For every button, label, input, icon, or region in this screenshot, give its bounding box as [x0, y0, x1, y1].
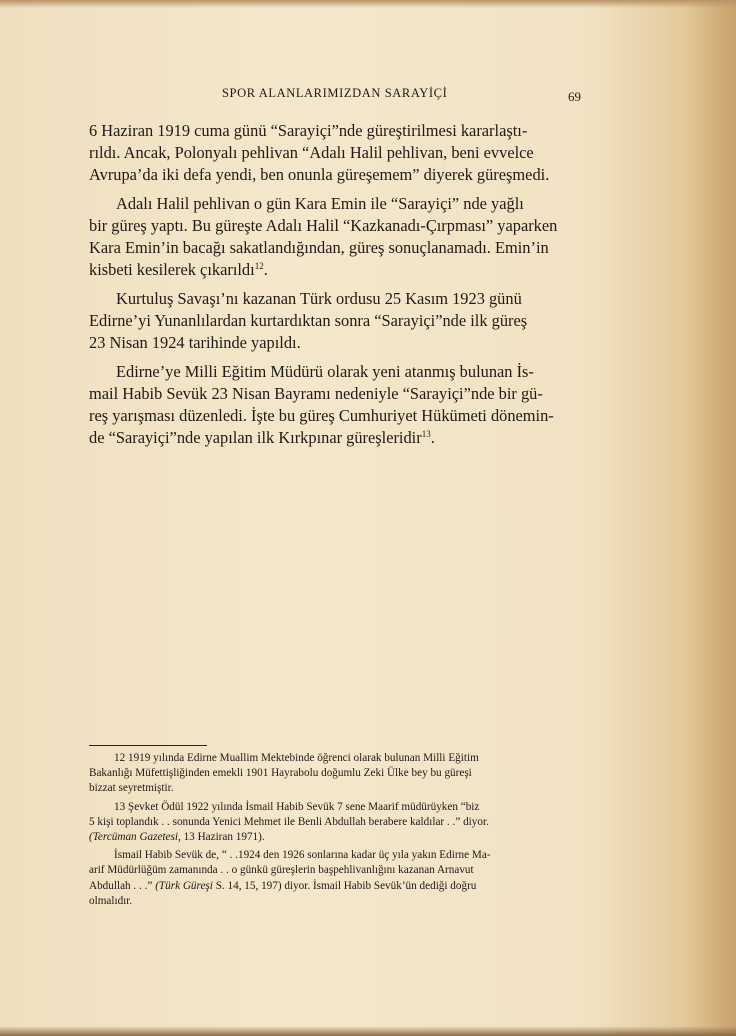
running-head: SPOR ALANLARIMIZDAN SARAYİÇİ [222, 86, 448, 100]
footnote-ref-13: 13 [421, 429, 431, 439]
footnote-divider [89, 745, 207, 746]
footnote-line: 12 1919 yılında Edirne Muallim Mektebinde öğrenci olarak bulunan Milli Eğitim [114, 752, 479, 764]
body-text [89, 120, 591, 456]
source-title: (Türk Güreşi [155, 879, 213, 892]
text-line [89, 259, 591, 281]
footnote-line: 5 kişi toplandık . . sonunda Yenici Mehmet ile Benli Abdullah berabere kaldılar . .” diyor. [89, 815, 489, 828]
text-line: rıldı. Ancak, Polonyalı pehlivan “Adalı Halil pehlivan, beni evvelce [89, 143, 534, 162]
text-line: reş yarışması düzenledi. İşte bu güreş Cumhuriyet Hükümeti dönemin- [89, 406, 554, 425]
footnote-line [89, 830, 589, 845]
text-fragment: . [263, 260, 268, 279]
paragraph-3 [89, 288, 591, 354]
footnote-line [89, 879, 589, 894]
footnote-line: Bakanlığı Müfettişliğinden emekli 1901 Hayrabolu doğumlu Zeki Ülke bey bu güreşi [89, 767, 472, 780]
source-title: (Tercüman Gazetesi, [89, 831, 181, 844]
footnote-line: bizzat seyretmiştir. [89, 782, 174, 795]
footnote-line: İsmail Habib Sevük de, “ . .1924 den 1926 sonlarına kadar üç yıla yakın Edirne Ma- [114, 849, 491, 862]
text-line: Kara Emin’in bacağı sakatlandığından, güreş sonuçlanamadı. Emin’in [89, 238, 549, 257]
text-line [89, 427, 591, 449]
text-fragment: de “Sarayiçi”nde yapılan ilk Kırkpınar güreşleridir [89, 428, 422, 447]
footnote-line: 13 Şevket Ödül 1922 yılında İsmail Habib Sevük 7 sene Maarif müdürüyken “biz [114, 800, 480, 813]
footnote-13 [89, 800, 589, 846]
text-line: Avrupa’da iki defa yendi, ben onunla güreşemem” diyerek güreşmedi. [89, 165, 550, 184]
text-line: mail Habib Sevük 23 Nisan Bayramı nedeniyle “Sarayiçi”nde bir gü- [89, 384, 543, 403]
footnote-13-continued [89, 848, 589, 909]
paragraph-2 [89, 193, 591, 281]
paragraph-1 [89, 120, 591, 186]
paragraph-4 [89, 361, 591, 449]
text-line: 23 Nisan 1924 tarihinde yapıldı. [89, 333, 301, 352]
page-number: 69 [568, 89, 581, 104]
text-line: Edirne’ye Milli Eğitim Müdürü olarak yeni atanmış bulunan İs- [116, 362, 534, 381]
text-fragment: S. 14, 15, 197) diyor. İsmail Habib Sevük’ün dediği doğru [212, 879, 477, 892]
text-fragment: 13 Haziran 1971). [180, 831, 265, 844]
footnotes [89, 751, 589, 912]
text-line: Edirne’yi Yunanlılardan kurtardıktan sonra “Sarayiçi”nde ilk güreş [89, 311, 528, 330]
text-fragment: . [430, 428, 435, 447]
footnote-line: olmalıdır. [89, 894, 133, 907]
text-fragment: Abdullah . . .” [89, 879, 156, 892]
text-fragment: kisbeti kesilerek çıkarıldı [89, 260, 255, 279]
footnote-line: arif Müdürlüğüm zamanında . . o günkü güreşlerin başpehlivanlığını kazanan Arnavut [89, 864, 474, 877]
text-line: Adalı Halil pehlivan o gün Kara Emin ile “Sarayiçi” nde yağlı [116, 194, 524, 213]
page-bottom-edge [0, 1026, 736, 1036]
footnote-ref-12: 12 [254, 261, 264, 271]
text-line: bir güreş yaptı. Bu güreşte Adalı Halil “Kazkanadı-Çırpması” yaparken [89, 216, 558, 235]
text-line: Kurtuluş Savaşı’nı kazanan Türk ordusu 25 Kasım 1923 günü [116, 289, 522, 308]
text-line: 6 Haziran 1919 cuma günü “Sarayiçi”nde güreştirilmesi kararlaştı- [89, 121, 528, 140]
page-top-edge [0, 0, 736, 8]
footnote-12 [89, 751, 589, 797]
